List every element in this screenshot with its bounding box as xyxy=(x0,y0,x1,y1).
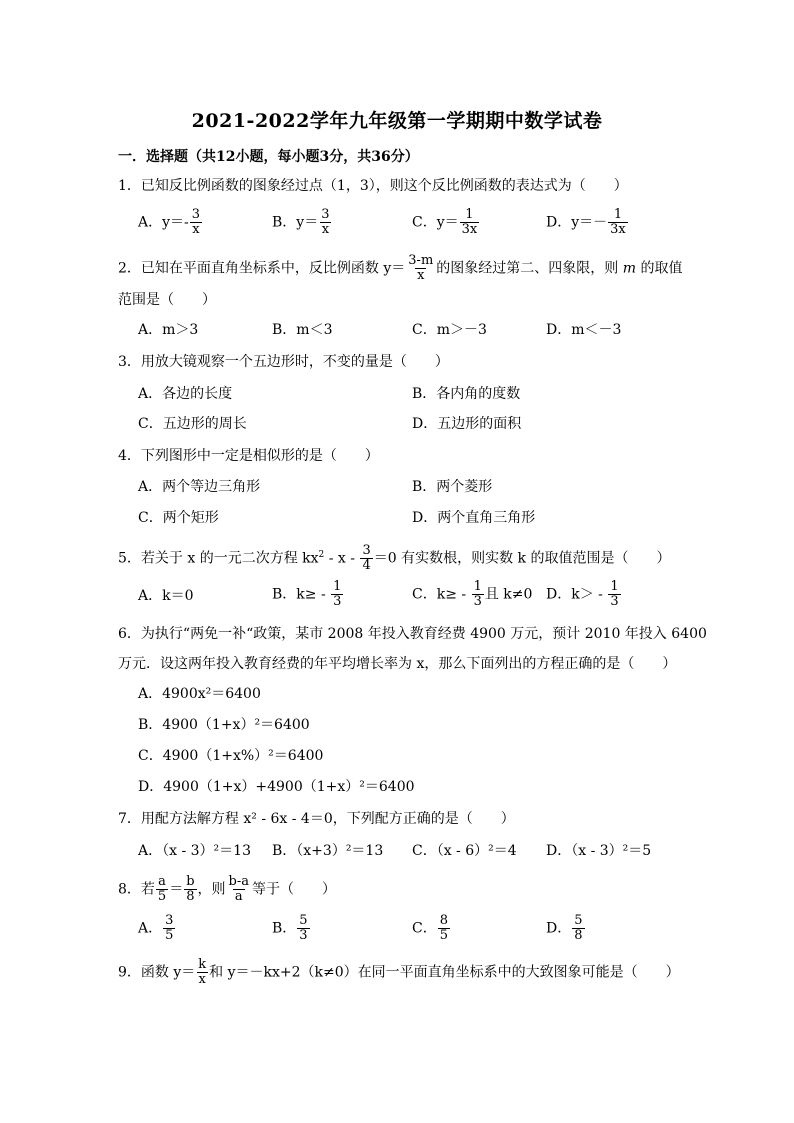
question-6-option-c[interactable]: C．4900（1+x%）²＝6400 xyxy=(138,748,324,764)
fraction: $\frac{k}{x}$ xyxy=(198,957,207,987)
question-6-stem-line2: 万元．设这两年投入教育经费的年平均增长率为 x，那么下面列出的方程正确的是（ ） xyxy=(118,656,677,672)
question-2-option-d[interactable]: D．m＜－3 xyxy=(546,322,622,338)
question-4-option-b[interactable]: B．两个菱形 xyxy=(412,479,493,495)
section-heading: 一．选择题（共12小题，每小题3分，共36分） xyxy=(118,149,419,165)
question-7-stem: 7．用配方法解方程 x² - 6x - 4＝0，下列配方正确的是（ ） xyxy=(118,811,515,827)
question-3-option-a[interactable]: A．各边的长度 xyxy=(138,386,233,402)
question-9-stem: 9．函数 y＝ $\frac{k}{x}$ 和 y＝－kx+2（k≠0）在同一平面直角坐标系中的大致图象可能是（ ） xyxy=(118,957,680,987)
question-8-option-c[interactable]: C． $\frac{8}{5}$ xyxy=(412,913,448,943)
fraction: $\frac{a}{5}$ xyxy=(157,874,167,904)
question-4-option-c[interactable]: C．两个矩形 xyxy=(138,510,219,526)
question-7-option-a[interactable]: A．（x - 3）²＝13 xyxy=(138,843,251,859)
fraction: $\frac{1}{3}$ xyxy=(333,579,342,609)
question-2-option-b[interactable]: B．m＜3 xyxy=(272,322,333,338)
fraction: $\frac{3}{x}$ xyxy=(321,207,330,237)
question-6-stem-line1: 6．为执行“两免一补“政策，某市 2008 年投入教育经费 4900 万元，预计 2010 年投入 6400 xyxy=(118,626,707,642)
question-4-option-d[interactable]: D．两个直角三角形 xyxy=(412,510,536,526)
question-5-option-a[interactable]: A．k＝0 xyxy=(138,588,194,604)
question-5-option-c[interactable]: C．k≥ - $\frac{1}{3}$ 且 k≠0 xyxy=(412,579,533,609)
question-3-stem: 3．用放大镜观察一个五边形时，不变的量是（ ） xyxy=(118,354,449,370)
fraction: $\frac{5}{3}$ xyxy=(299,913,308,943)
exam-title: 2021-2022学年九年级第一学期期中数学试卷 xyxy=(191,110,603,132)
question-3-option-b[interactable]: B．各内角的度数 xyxy=(412,386,521,402)
fraction: $\frac{b}{8}$ xyxy=(186,874,195,904)
fraction: $\frac{b-a}{a}$ xyxy=(228,874,249,904)
fraction: $\frac{5}{8}$ xyxy=(574,913,583,943)
question-7-option-d[interactable]: D．（x - 3）²＝5 xyxy=(546,843,652,859)
question-6-option-a[interactable]: A．4900x²＝6400 xyxy=(138,686,261,702)
question-1-option-b[interactable]: B．y＝ $\frac{3}{x}$ xyxy=(272,207,330,237)
fraction: $\frac{3}{5}$ xyxy=(165,913,174,943)
fraction: $\frac{1}{3}$ xyxy=(610,579,619,609)
question-8-stem: 8．若 $\frac{a}{5}$ ＝ $\frac{b}{8}$ ，则 $\frac{b-a}{a}$ 等于（ ） xyxy=(118,874,336,904)
question-1-stem: 1．已知反比例函数的图象经过点（1，3），则这个反比例函数的表达式为（ ） xyxy=(118,178,628,194)
question-5-option-d[interactable]: D．k＞ - $\frac{1}{3}$ xyxy=(546,579,619,609)
question-8-option-d[interactable]: D． $\frac{5}{8}$ xyxy=(546,913,583,943)
question-8-option-b[interactable]: B． $\frac{5}{3}$ xyxy=(272,913,308,943)
fraction: $\frac{3}{4}$ xyxy=(362,543,371,573)
question-2-stem-line2: 范围是（ ） xyxy=(118,292,216,308)
question-5-option-b[interactable]: B．k≥ - $\frac{1}{3}$ xyxy=(272,579,342,609)
question-1-option-d[interactable]: D．y＝－ $\frac{1}{3x}$ xyxy=(546,207,626,237)
question-7-option-c[interactable]: C．（x - 6）²＝4 xyxy=(412,843,517,859)
question-7-option-b[interactable]: B．（x+3）²＝13 xyxy=(272,843,384,859)
question-3-option-c[interactable]: C．五边形的周长 xyxy=(138,416,247,432)
question-4-option-a[interactable]: A．两个等边三角形 xyxy=(138,479,261,495)
question-1-option-c[interactable]: C．y＝ $\frac{1}{3x}$ xyxy=(412,207,478,237)
question-8-option-a[interactable]: A． $\frac{3}{5}$ xyxy=(138,913,174,943)
question-1-option-a[interactable]: A．y＝- $\frac{3}{x}$ xyxy=(138,207,201,237)
fraction: $\frac{1}{3x}$ xyxy=(610,207,626,237)
question-5-stem: 5．若关于 x 的一元二次方程 $kx^2$ - x - $\frac{3}{4}$ ＝0 有实数根，则实数 k 的取值范围是（ ） xyxy=(118,543,671,573)
fraction: $\frac{3-m}{x}$ xyxy=(408,253,434,283)
fraction: $\frac{1}{3}$ xyxy=(473,579,482,609)
question-4-stem: 4．下列图形中一定是相似形的是（ ） xyxy=(118,448,379,464)
question-2-option-c[interactable]: C．m＞－3 xyxy=(412,322,487,338)
question-2-stem: 2．已知在平面直角坐标系中，反比例函数 y＝ $\frac{3-m}{x}$ 的图象经过第二、四象限，则 m 的取值 xyxy=(118,253,683,283)
fraction: $\frac{3}{x}$ xyxy=(191,207,201,237)
question-3-option-d[interactable]: D．五边形的面积 xyxy=(412,416,522,432)
fraction: $\frac{1}{3x}$ xyxy=(461,207,478,237)
question-2-option-a[interactable]: A．m＞3 xyxy=(138,322,199,338)
question-6-option-b[interactable]: B．4900（1+x）²＝6400 xyxy=(138,717,310,733)
question-6-option-d[interactable]: D．4900（1+x）+4900（1+x）²＝6400 xyxy=(138,779,415,795)
fraction: $\frac{8}{5}$ xyxy=(439,913,448,943)
